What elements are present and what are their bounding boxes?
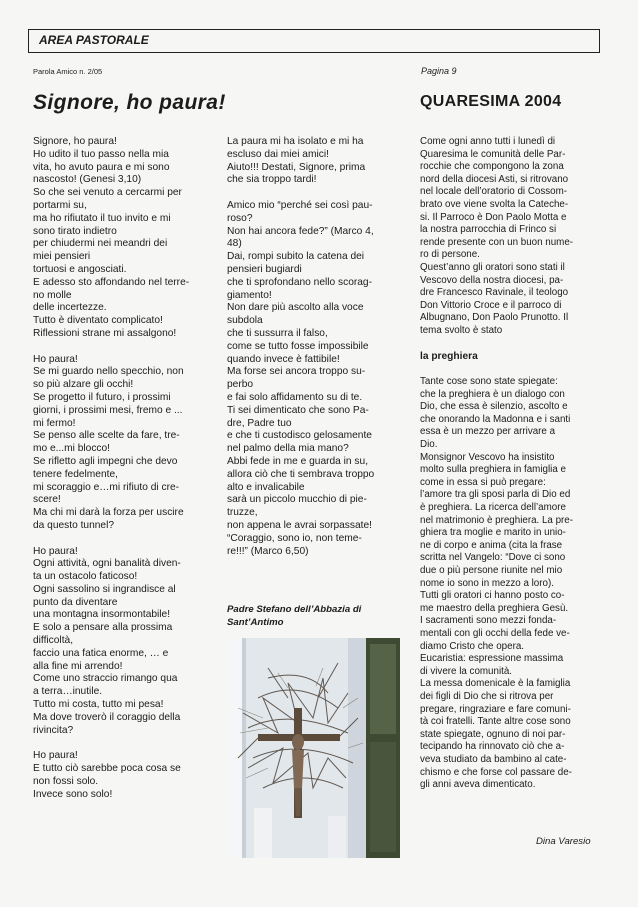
article-line: ne di corpo e anima (cita la frase [420,539,563,551]
section-title-label: AREA PASTORALE [39,33,149,47]
article-line: chismo e che forse col passare de- [420,766,572,778]
poem-line: che sia troppo tardi! [227,174,317,186]
poem-line: una montagna insormontabile! [33,609,171,621]
article-line: nel locale dell’oratorio di Cossom- [420,186,568,198]
article-line: Tante cose sono state spiegate: [420,376,558,388]
poem-line: Ogni sassolino si ingrandisce al [33,583,176,595]
article-line: tecipando ha rinnovato ciò che a- [420,741,565,753]
poem-line: tenere fedelmente, [33,468,118,480]
poem-line: Ho paura! [33,750,78,762]
article-line: essa è un mezzo per arrivare a [420,426,556,438]
poem-line: dre, Padre tuo [227,417,292,429]
article-line: la nostra parrocchia di Frinco si [420,224,557,236]
poem-line: tortuosi e angosciati. [33,263,127,275]
stanza [33,136,216,341]
stanza [33,750,216,801]
poem-line: Ho udito il tuo passo nella mia [33,148,169,160]
poem-line: per chiudermi nei meandri dei [33,238,168,250]
article-line: molto sulla preghiera in famiglia e [420,464,566,476]
poem-line: Aiuto!!! Destati, Signore, prima [227,161,366,173]
poem-line: nel palmo della mia mano? [227,443,349,455]
article-line: nel matrimonio è preghiera. La pre- [420,514,574,526]
article-line: l’amore tra gli sposi parla di Dio ed [420,489,571,501]
poem-line: Se progetto il futuro, i prossimi [33,391,171,403]
article-intro [420,136,600,338]
poem-line: re!!!” (Marco 6,50) [227,545,309,557]
poem-line: e fai solo affidamento su di te. [227,391,363,403]
article-line: pregare, ringraziare e fare comuni- [420,703,571,715]
article-line: come in essa si può pregare: [420,476,546,488]
article-line: rende presente con un buon nume- [420,236,574,248]
poem-line: ta un ostacolo faticoso! [33,571,138,583]
poem-line: Non hai ancora fede?” (Marco 4, [227,225,374,237]
poem-line: giorni, i prossimi mesi, fremo e ... [33,404,183,416]
poem-line: Ma forse sei ancora troppo su- [227,366,366,378]
article-line: dei figli di Dio che si ritrova per [420,690,554,702]
article-line: Tutti gli oratori ci hanno posto co- [420,590,565,602]
article-line: state spiegate, ognuno di noi par- [420,728,566,740]
poem-line: faccio una fatica enorme, … e [33,647,169,659]
stanza [227,136,413,187]
poem-line: mo e...mi blocco! [33,443,110,455]
stanza [33,546,216,738]
poem-line: Invece sono solo! [33,788,113,800]
article-column [420,136,600,792]
article-line: I sacramenti sono mezzi fonda- [420,615,557,627]
poem-line: escluso dai miei amici! [227,148,329,160]
poem-line: miei pensieri [33,251,91,263]
stanza [227,200,413,558]
poem-line: Abbi fede in me e guarda in su, [227,455,369,467]
article-line: Come ogni anno tutti i lunedì di [420,136,556,147]
article-subheading: la preghiera [420,350,478,362]
article-line: che la preghiera è un dialogo con [420,388,565,400]
poem-line: scere! [33,494,61,506]
article-title: QUARESIMA 2004 [420,93,562,110]
article-line: diamo Cristo che opera. [420,640,525,652]
article-line: Vescovo della nostra diocesi, pa- [420,274,564,286]
article-line: nome io sono in mezzo a loro). [420,577,554,589]
poem-column-1 [33,136,216,814]
poem-line: Signore, ho paura! [33,136,117,147]
poem-line: Ho paura! [33,545,78,557]
article-line: mentali con gli occhi della fede ve- [420,627,570,639]
article-line: dre Francesco Ravinale, il teologo [420,287,569,299]
poem-column-2 [227,136,413,571]
article-line: Albugnano, Don Paolo Prunotto. Il [420,312,569,324]
poem-line: alla fine mi arrendo! [33,660,123,672]
issue-info: Parola Amico n. 2/05 [33,67,103,76]
article-line: Dio. [420,439,438,451]
poem-line: sono tirato indietro [33,225,117,237]
section-header [28,29,600,53]
crucifix-thorns-icon [228,638,400,858]
poem-line: truzze, [227,507,258,519]
crucifix-photo [228,638,400,858]
article-line: nord della diocesi Asti, si ritrovano [420,173,569,185]
article-line: Monsignor Vescovo ha insistito [420,451,555,463]
poem-line: 48) [227,238,242,250]
article-line: Eucaristia: espressione massima [420,653,564,665]
poem-line: giamento! [227,289,272,301]
poem-signature [227,604,413,629]
poem-line: Ogni attività, ogni banalità diven- [33,558,181,570]
article-line: tà coi fratelli. Tante altre cose sono [420,716,571,728]
poem-line: perbo [227,379,254,391]
poem-line: Non dare più ascolto alla voce [227,302,364,314]
poem-line: sarà un piccolo mucchio di pie- [227,494,367,506]
poem-line: nascosto! (Genesi 3,10) [33,174,142,186]
article-line: me maestro della preghiera Gesù. [420,602,569,614]
poem-line: mi fermo! [33,417,76,429]
poem-line: Riflessioni strane mi assalgono! [33,327,177,339]
article-line: di vivere la comunità. [420,665,513,677]
poem-line: “Coraggio, sono io, non teme- [227,532,362,544]
poem-line: Dai, rompi subito la catena dei [227,251,365,263]
page-number: Pagina 9 [421,66,457,76]
poem-line: pensieri bugiardi [227,263,302,275]
article-line: ro di persone. [420,249,480,261]
poem-line: roso? [227,212,253,224]
poem-line: Amico mio “perché sei così pau- [227,199,373,211]
poem-line: che ti sprofondano nello scorag- [227,276,372,288]
article-line: veva studiato da bambino al cate- [420,753,567,765]
article-line: Quaresima le comunità delle Par- [420,148,566,160]
poem-title: Signore, ho paura! [33,91,226,114]
poem-line: E solo a pensare alla prossima [33,622,173,634]
poem-line: Come uno straccio rimango qua [33,673,178,685]
poem-line: so più alzare gli occhi! [33,379,134,391]
poem-line: quando invece è fattibile! [227,353,340,365]
article-line: ghiera tra moglie e marito in unio- [420,527,566,539]
article-line: rocchie che compongono la zona [420,161,564,173]
article-line: La messa domenicale è la famiglia [420,678,571,690]
poem-line: La paura mi ha isolato e mi ha [227,136,364,147]
article-line: due o più persone riunite nel mio [420,565,563,576]
poem-line: Se penso alle scelte da fare, tre- [33,430,180,442]
poem-line: E tutto ciò sarebbe poca cosa se [33,763,181,775]
article-line: gli anni aveva dimenticato. [420,779,536,791]
poem-line: punto da diventare [33,596,118,608]
poem-line: e che ti custodisco gelosamente [227,430,372,442]
article-line: si. Il Parroco è Don Paolo Motta e [420,211,567,223]
poem-line: Ti sei dimenticato che sono Pa- [227,404,369,416]
poem-line: da questo tunnel? [33,519,115,531]
poem-line: subdola [227,315,263,327]
poem-line: Ma chi mi darà la forza per uscire [33,507,184,519]
poem-line: difficoltà, [33,635,74,647]
poem-line: So che sei venuto a cercarmi per [33,187,182,199]
article-line: Dio, che essa è silenzio, ascolto e [420,401,568,413]
poem-line: portarmi su, [33,199,87,211]
article-line: scritta nel Vangelo: “Dove ci sono [420,552,566,564]
poem-line: alto e invalicabile [227,481,305,493]
poem-line: non appena le avrai sorpassate! [227,519,372,531]
poem-line: come se tutto fosse impossibile [227,340,369,352]
article-body [420,376,600,792]
poem-line: vita, ho avuto paura e mi sono [33,161,170,173]
article-line: Quest’anno gli oratori sono stati il [420,261,565,273]
poem-line: allora ciò che ti sembrava troppo [227,468,375,480]
poem-line: rivincita? [33,724,74,736]
poem-line: no molle [33,289,72,301]
signature-line: Sant’Antimo [227,616,284,628]
poem-line: mi scoraggio e…mi rifiuto di cre- [33,481,180,493]
poem-line: Se rifletto agli impegni che devo [33,455,178,467]
signature-line: Padre Stefano dell’Abbazia di [227,604,362,615]
poem-line: a terra…inutile. [33,686,103,698]
poem-line: Tutto mi costa, tutto mi pesa! [33,699,164,711]
article-line: è preghiera. La ricerca dell’amore [420,502,566,514]
article-line: Don Vittorio Croce e il parroco di [420,299,562,311]
poem-line: Ma dove troverò il coraggio della [33,711,181,723]
poem-line: che ti sussurra il falso, [227,327,328,339]
article-author: Dina Varesio [536,836,591,847]
article-line: tema svolto è stato [420,324,503,336]
poem-line: ma ho rifiutato il tuo invito e mi [33,212,171,224]
article-line: che onorando la Madonna e i santi [420,413,571,425]
article-line: brato ove viene svolta la Cateche- [420,198,569,210]
poem-line: Se mi guardo nello specchio, non [33,366,184,378]
poem-line: delle incertezze. [33,302,107,314]
stanza [33,354,216,533]
poem-line: E adesso sto affondando nel terre- [33,276,190,288]
poem-line: Ho paura! [33,353,78,365]
poem-line: non fossi solo. [33,775,99,787]
poem-line: Tutto è diventato complicato! [33,315,163,327]
